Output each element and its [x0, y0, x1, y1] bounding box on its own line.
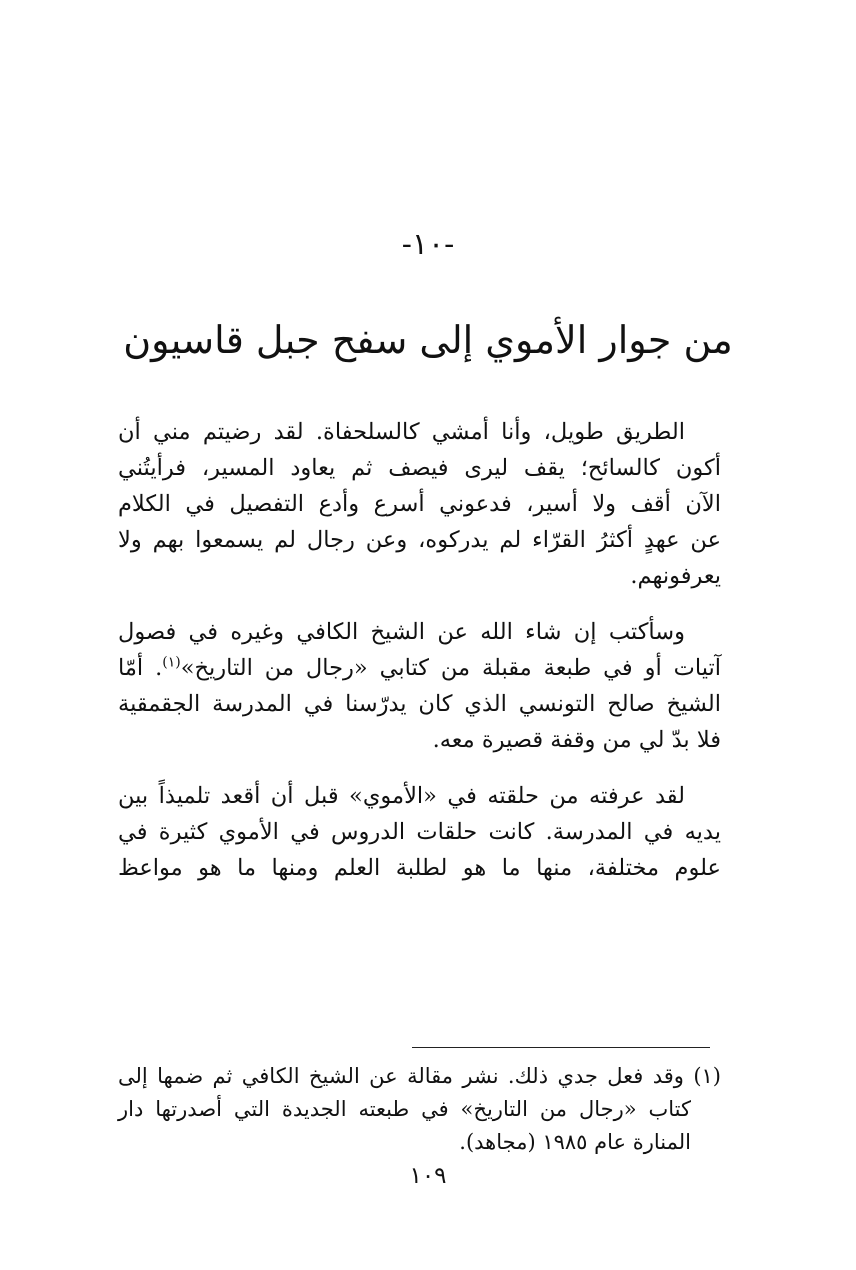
text-line: وسأكتب إن شاء الله عن الشيخ الكافي وغيره في فصول	[118, 619, 685, 645]
footnote	[118, 1060, 721, 1159]
paragraph	[118, 778, 721, 886]
text-line: يديه في المدرسة. كانت حلقات الدروس في الأموي كثيرة في	[118, 819, 721, 845]
text-line: لقد عرفته من حلقته في «الأموي» قبل أن أقعد تلميذاً بين	[118, 783, 685, 809]
footnotes	[118, 1060, 721, 1159]
footnote-line: كتاب «رجال من التاريخ» في طبعته الجديدة التي أصدرتها دار	[118, 1097, 691, 1121]
text-line: علوم مختلفة، منها ما هو لطلبة العلم ومنها ما هو مواعظ	[118, 855, 721, 881]
footnote-line: المنارة عام ١٩٨٥ (مجاهد).	[459, 1130, 691, 1154]
text-line: الشيخ صالح التونسي الذي كان يدرّسنا في المدرسة الجقمقية	[118, 691, 721, 717]
text-segment: آتيات أو في طبعة مقبلة من كتابي «رجال من التاريخ»	[180, 655, 721, 681]
body-text	[118, 414, 721, 906]
text-line: الطريق طويل، وأنا أمشي كالسلحفاة. لقد رضيتم مني أن	[118, 419, 685, 445]
paragraph	[118, 614, 721, 758]
text-line	[118, 650, 721, 686]
text-line: فلا بدّ لي من وقفة قصيرة معه.	[432, 727, 721, 753]
footnote-divider	[412, 1047, 710, 1048]
text-line: الآن أقف ولا أسير، فدعوني أسرع وأدع التفصيل في الكلام	[118, 491, 721, 517]
text-line: أكون كالسائح؛ يقف ليرى فيصف ثم يعاود المسير، فرأيتُني	[118, 455, 721, 481]
text-segment: . أمّا	[118, 655, 163, 681]
page-number: ١٠٩	[409, 1163, 447, 1189]
footnote-mark: (١)	[162, 654, 181, 671]
chapter-title: من جوار الأموي إلى سفح جبل قاسيون	[123, 318, 733, 362]
text-line: عن عهدٍ أكثرُ القرّاء لم يدركوه، وعن رجال لم يسمعوا بهم ولا	[118, 527, 721, 553]
chapter-number: -١٠-	[401, 227, 455, 262]
paragraph	[118, 414, 721, 594]
footnote-line: (١) وقد فعل جدي ذلك. نشر مقالة عن الشيخ الكافي ثم ضمها إلى	[118, 1064, 721, 1088]
text-line: يعرفونهم.	[630, 563, 721, 589]
